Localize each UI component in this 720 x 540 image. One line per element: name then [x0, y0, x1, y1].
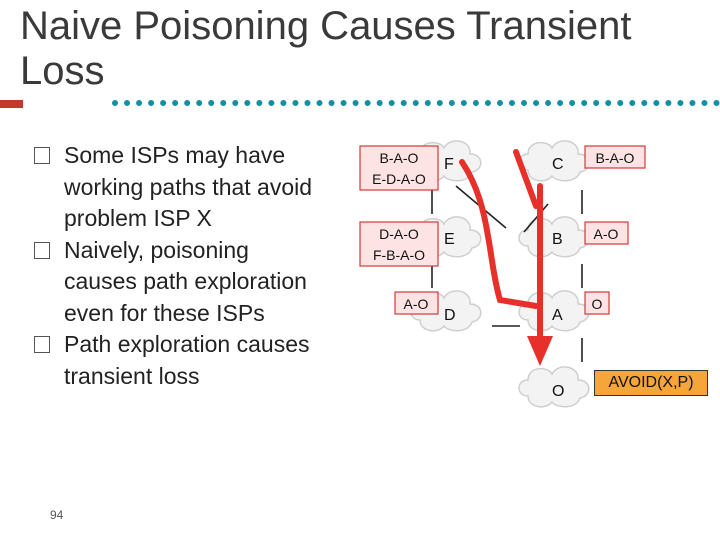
node-label-o: O — [552, 383, 565, 400]
bullet-item — [28, 235, 328, 330]
arrow-head-icon — [527, 336, 553, 366]
bullet-text: Naively, poisoning causes path exploration even for these ISPs — [64, 236, 307, 326]
bullet-text: Path exploration causes transient loss — [64, 331, 310, 389]
route-c-1: B-A-O — [595, 150, 635, 166]
title-accent-bar — [0, 100, 23, 108]
bullet-item — [28, 140, 328, 235]
route-b-1: A-O — [593, 226, 619, 242]
route-e-2: F-B-A-O — [372, 247, 426, 263]
as-links — [432, 186, 582, 362]
node-label-b: B — [552, 231, 563, 248]
slide-title: Naive Poisoning Causes Transient Loss — [20, 4, 632, 93]
node-label-d: D — [444, 307, 456, 324]
bullet-item — [28, 329, 328, 392]
title-underline-dotted — [0, 100, 720, 106]
checkbox-bullet-icon — [34, 336, 50, 353]
node-label-a: A — [552, 307, 563, 324]
node-label-c: C — [552, 156, 564, 173]
route-f-1: B-A-O — [379, 150, 419, 166]
checkbox-bullet-icon — [34, 242, 50, 259]
route-e-1: D-A-O — [379, 226, 419, 242]
route-a-1: O — [591, 296, 603, 312]
route-f-2: E-D-A-O — [372, 171, 426, 187]
page-number: 94 — [50, 508, 64, 522]
bullet-text: Some ISPs may have working paths that avoid problem ISP X — [64, 142, 313, 231]
node-label-f: F — [444, 156, 454, 173]
route-d-1: A-O — [403, 296, 429, 312]
bullet-list — [28, 140, 328, 392]
checkbox-bullet-icon — [34, 147, 50, 164]
node-label-e: E — [444, 231, 455, 248]
avoid-announcement-label: AVOID(X,P) — [594, 370, 708, 396]
